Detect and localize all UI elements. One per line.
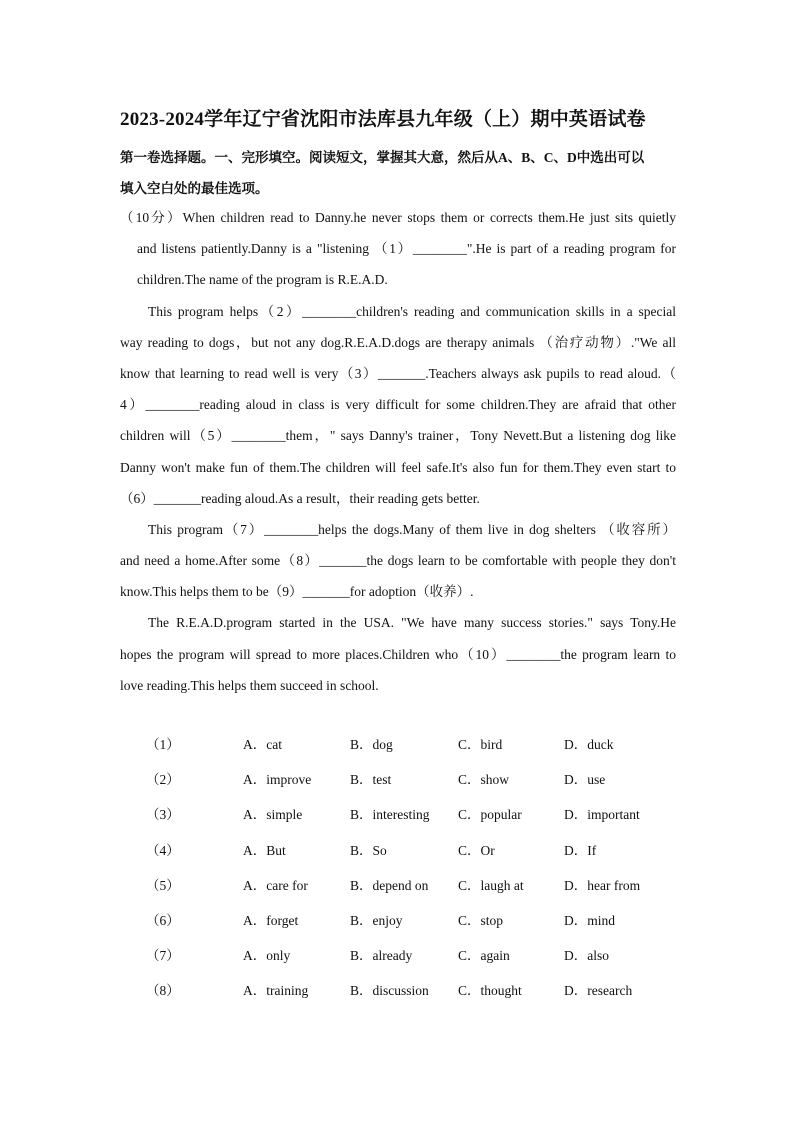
option-c: C．laugh at [458, 877, 524, 893]
passage-line: （10分）When children read to Danny.he never stops them or corrects them.He just sits quietly [120, 210, 676, 225]
passage-line: and listens patiently.Danny is a "listening （1）________".He is part of a reading program for [137, 241, 676, 257]
option-c: C．bird [458, 737, 503, 752]
passage-line: love reading.This helps them succeed in school. [120, 677, 379, 693]
option-c: C．show [458, 772, 510, 788]
option-d: D．mind [564, 912, 616, 928]
option-a: A．training [243, 983, 309, 999]
section-instructions [120, 142, 676, 204]
option-c: C．thought [458, 983, 522, 999]
passage-line: 4）________reading aloud in class is very difficult for some children.They are afraid that other [120, 397, 676, 413]
question-number: （6） [146, 912, 180, 928]
option-d: D．important [564, 807, 640, 823]
option-c: C．again [458, 948, 510, 964]
option-d: D．If [564, 842, 597, 858]
option-a: A．only [243, 948, 291, 964]
option-d: D．duck [564, 737, 614, 752]
option-b: B．enjoy [350, 912, 403, 928]
question-number: （7） [146, 948, 180, 964]
option-b: B．So [350, 842, 387, 858]
answer-options [140, 733, 680, 1015]
page-title: 2023-2024学年辽宁省沈阳市法库县九年级（上）期中英语试卷 [120, 109, 646, 130]
option-a: A．care for [243, 877, 308, 893]
passage-line: children will（5）________them，" says Danny's trainer，Tony Nevett.But a listening dog like [120, 428, 676, 444]
option-b: B．depend on [350, 877, 429, 893]
question-row [140, 839, 680, 874]
instruction-line: 填入空白处的最佳选项。 [120, 181, 269, 196]
instruction-line: 第一卷选择题。一、完形填空。阅读短文，掌握其大意，然后从A、B、C、D中选出可以 [120, 150, 645, 165]
passage-line: Danny won't make fun of them.The children will feel safe.It's also fun for them.They even start to [120, 459, 676, 475]
passage-line: hopes the program will spread to more places.Children who（10）________the program learn to [120, 646, 676, 662]
question-number: （5） [146, 877, 180, 893]
question-row [140, 733, 680, 768]
question-row [140, 979, 680, 1014]
passage-line: children.The name of the program is R.E.A.D. [137, 272, 388, 288]
option-b: B．test [350, 772, 392, 788]
question-row [140, 768, 680, 803]
passage-line: way reading to dogs，but not any dog.R.E.A.D.dogs are therapy animals （治疗动物）."We all [120, 334, 676, 350]
option-b: B．discussion [350, 983, 429, 999]
option-d: D．use [564, 772, 606, 788]
question-row [140, 909, 680, 944]
passage-line: The R.E.A.D.program started in the USA. "We have many success stories." says Tony.He [148, 615, 676, 631]
passage-line: and need a home.After some（8）_______the dogs learn to be comfortable with people they don't [120, 553, 676, 569]
question-number: （2） [146, 772, 180, 788]
option-c: C．stop [458, 912, 504, 928]
option-d: D．hear from [564, 877, 641, 893]
option-a: A．simple [243, 807, 303, 823]
option-a: A．improve [243, 772, 312, 788]
option-b: B．already [350, 948, 413, 964]
question-number: （8） [146, 983, 180, 999]
cloze-passage [120, 202, 676, 701]
question-row [140, 944, 680, 979]
question-number: （3） [146, 807, 180, 823]
passage-line: know.This helps them to be（9）_______for adoption（收养）. [120, 584, 474, 600]
question-number: （4） [146, 842, 180, 858]
option-c: C．Or [458, 842, 495, 858]
question-number: （1） [146, 737, 180, 752]
option-d: D．also [564, 948, 609, 964]
passage-line: know that learning to read well is very（3）_______.Teachers always ask pupils to read aloud.（ [120, 365, 676, 381]
option-b: B．dog [350, 737, 393, 752]
passage-line: （6）_______reading aloud.As a result，their reading gets better. [120, 490, 480, 506]
question-row [140, 803, 680, 838]
option-a: A．But [243, 842, 286, 858]
option-a: A．cat [243, 737, 282, 752]
question-row [140, 874, 680, 909]
option-d: D．research [564, 983, 633, 999]
option-a: A．forget [243, 912, 299, 928]
passage-line: This program helps（2）________children's reading and communication skills in a special [148, 303, 676, 319]
option-b: B．interesting [350, 807, 430, 823]
passage-line: This program（7）________helps the dogs.Many of them live in dog shelters （收容所） [148, 521, 676, 537]
option-c: C．popular [458, 807, 522, 823]
